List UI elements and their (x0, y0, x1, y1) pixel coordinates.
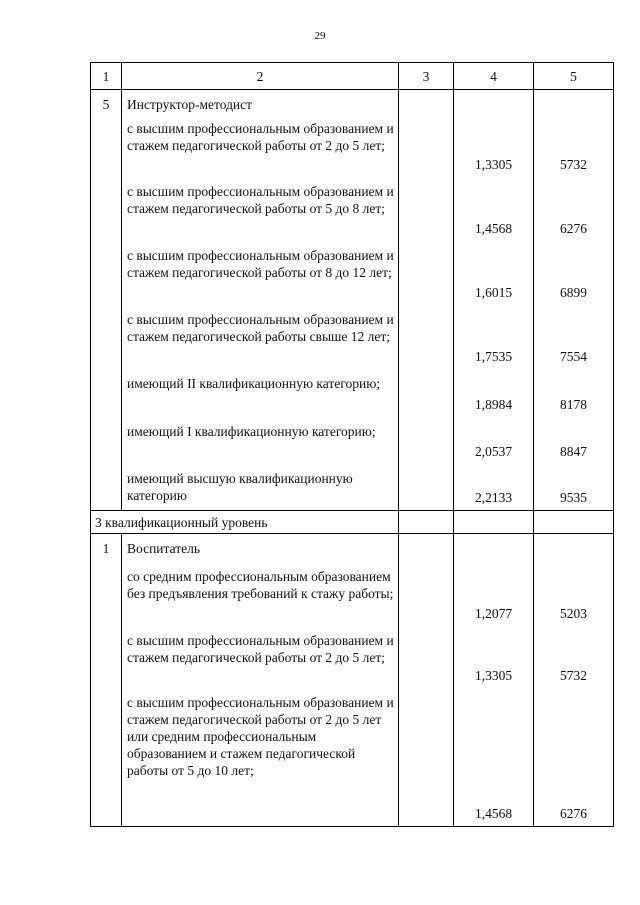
header-row (91, 63, 614, 90)
header-col-1: 1 (91, 63, 122, 90)
row-coefficient: 2,0537 (454, 417, 534, 464)
table-row (91, 562, 614, 626)
position-number: 5 (91, 90, 122, 114)
row-coefficient: 2,2133 (454, 464, 534, 511)
row-salary: 6899 (534, 241, 614, 305)
table-row (91, 369, 614, 417)
page-number: 29 (314, 30, 326, 42)
table-row (91, 688, 614, 827)
row-coefficient: 1,3305 (454, 114, 534, 177)
row-salary: 5203 (534, 562, 614, 626)
row-coefficient: 1,7535 (454, 305, 534, 369)
row-salary: 9535 (534, 464, 614, 511)
row-coefficient: 1,6015 (454, 241, 534, 305)
row-salary: 7554 (534, 305, 614, 369)
row-salary: 5732 (534, 626, 614, 688)
row-salary: 5732 (534, 114, 614, 177)
position-title: Воспитатель (122, 534, 399, 562)
row-coefficient: 1,4568 (454, 688, 534, 827)
table-row (91, 417, 614, 464)
row-text: с высшим профессиональным образованием и стажем педагогической работы от 5 до 8 лет; (122, 177, 399, 241)
table-row (91, 305, 614, 369)
position-number: 1 (91, 534, 122, 562)
row-salary: 8847 (534, 417, 614, 464)
row-text: имеющий высшую квалификационную категорию (122, 464, 399, 511)
row-text: со средним профессиональным образованием без предъявления требований к стажу работы; (122, 562, 399, 626)
header-col-2: 2 (122, 63, 399, 90)
row-salary: 6276 (534, 177, 614, 241)
row-text: с высшим профессиональным образованием и стажем педагогической работы от 2 до 5 лет; (122, 114, 399, 177)
position-title: Инструктор-методист (122, 90, 399, 114)
table-row (91, 626, 614, 688)
header-col-5: 5 (534, 63, 614, 90)
row-salary: 8178 (534, 369, 614, 417)
row-text: имеющий II квалификационную категорию; (122, 369, 399, 417)
table-row (91, 177, 614, 241)
position-row (91, 534, 614, 562)
header-col-3: 3 (399, 63, 454, 90)
row-coefficient: 1,3305 (454, 626, 534, 688)
table-row (91, 114, 614, 177)
position-row (91, 90, 614, 114)
section-heading-row (91, 511, 614, 534)
row-text: с высшим профессиональным образованием и стажем педагогической работы свыше 12 лет; (122, 305, 399, 369)
row-text: с высшим профессиональным образованием и стажем педагогической работы от 2 до 5 лет или средним профессиональным образованием и стажем педагогической работы от 5 до 10 лет; (122, 688, 399, 827)
row-text: с высшим профессиональным образованием и стажем педагогической работы от 2 до 5 лет; (122, 626, 399, 688)
row-salary: 6276 (534, 688, 614, 827)
table-row (91, 241, 614, 305)
row-text: с высшим профессиональным образованием и стажем педагогической работы от 8 до 12 лет; (122, 241, 399, 305)
salary-table (90, 62, 614, 827)
header-col-4: 4 (454, 63, 534, 90)
table-row (91, 464, 614, 511)
row-text: имеющий I квалификационную категорию; (122, 417, 399, 464)
row-coefficient: 1,4568 (454, 177, 534, 241)
row-coefficient: 1,2077 (454, 562, 534, 626)
row-coefficient: 1,8984 (454, 369, 534, 417)
section-heading: 3 квалификационный уровень (91, 511, 399, 534)
